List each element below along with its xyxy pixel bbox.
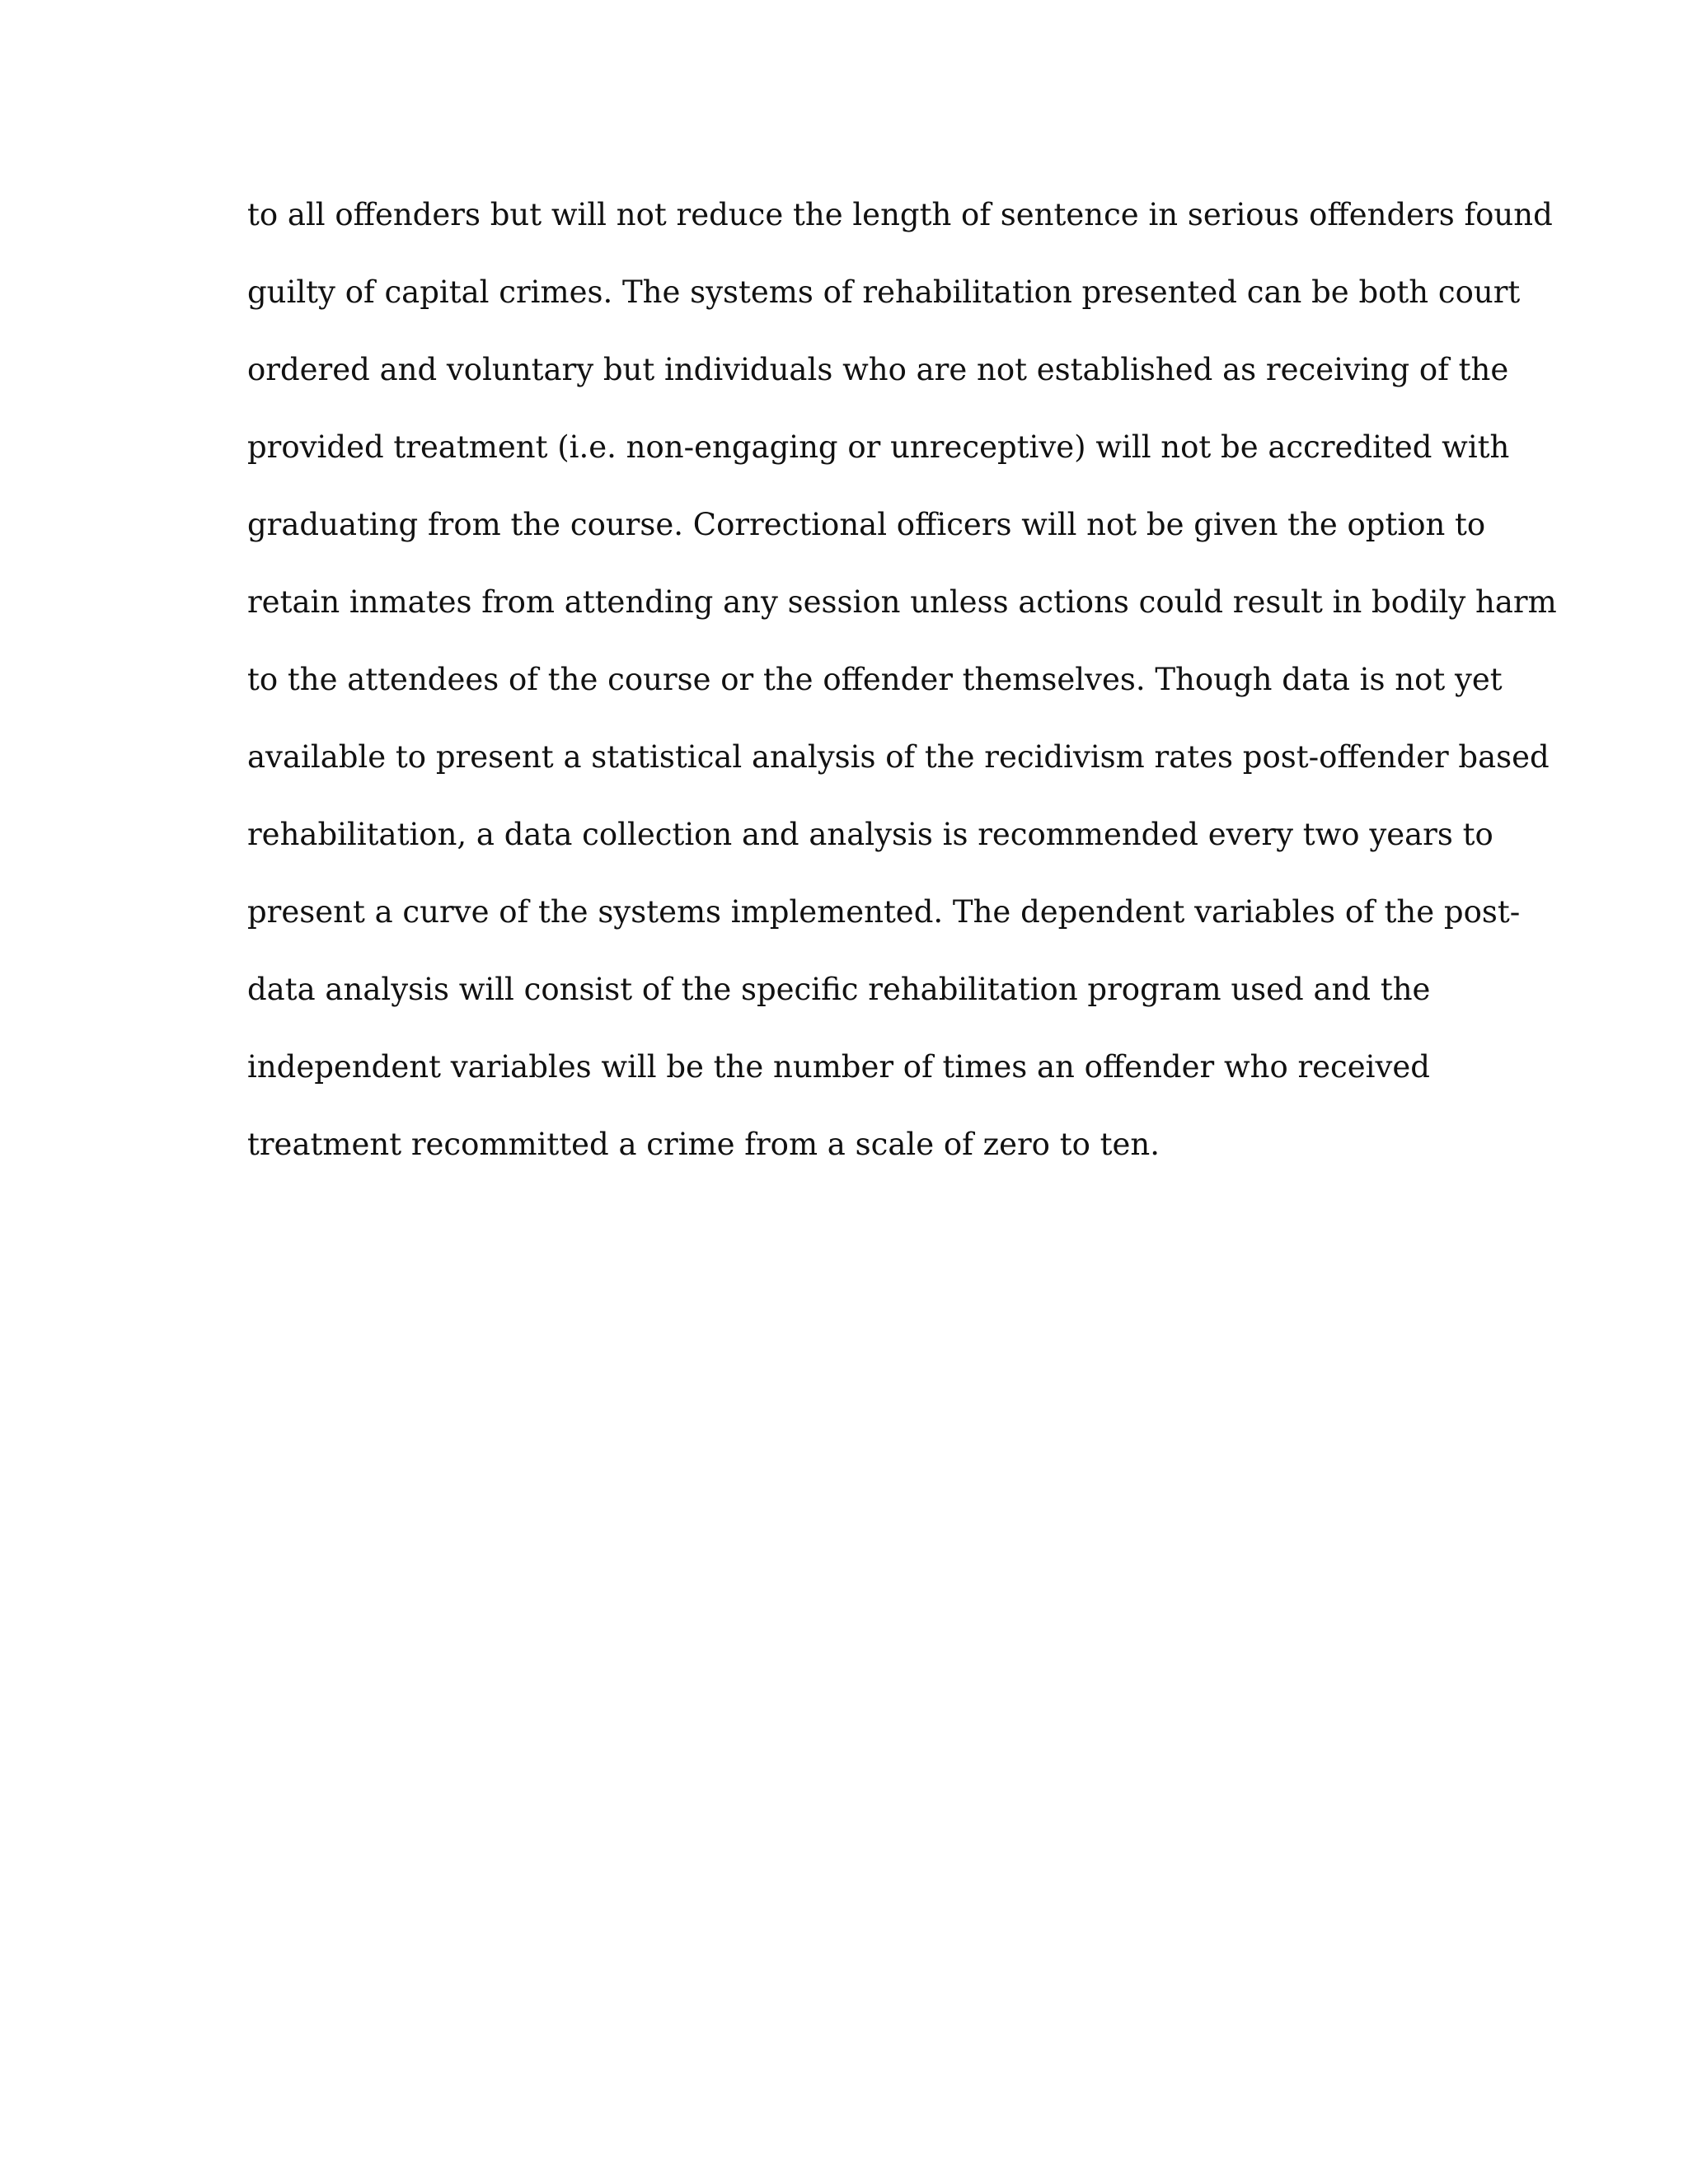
body-paragraph bbox=[247, 196, 1557, 1203]
text-line: present a curve of the systems implemented. The dependent variables of the post- bbox=[247, 894, 1521, 930]
text-line: to the attendees of the course or the offender themselves. Though data is not yet bbox=[247, 662, 1503, 697]
text-line: rehabilitation, a data collection and analysis is recommended every two years to bbox=[247, 817, 1493, 852]
text-line: ordered and voluntary but individuals who are not established as receiving of the bbox=[247, 352, 1509, 387]
text-line: independent variables will be the number of times an offender who received bbox=[247, 1049, 1430, 1085]
text-line: provided treatment (i.e. non-engaging or unreceptive) will not be accredited with bbox=[247, 429, 1510, 465]
text-line: to all offenders but will not reduce the length of sentence in serious offenders found bbox=[247, 197, 1553, 232]
text-line: available to present a statistical analysis of the recidivism rates post-offender based bbox=[247, 739, 1550, 775]
text-line: treatment recommitted a crime from a scale of zero to ten. bbox=[247, 1127, 1160, 1162]
text-line: graduating from the course. Correctional officers will not be given the option to bbox=[247, 507, 1486, 542]
text-line: guilty of capital crimes. The systems of rehabilitation presented can be both court bbox=[247, 274, 1521, 310]
text-line: data analysis will consist of the specific rehabilitation program used and the bbox=[247, 972, 1431, 1007]
text-line: retain inmates from attending any session unless actions could result in bodily harm bbox=[247, 584, 1557, 620]
